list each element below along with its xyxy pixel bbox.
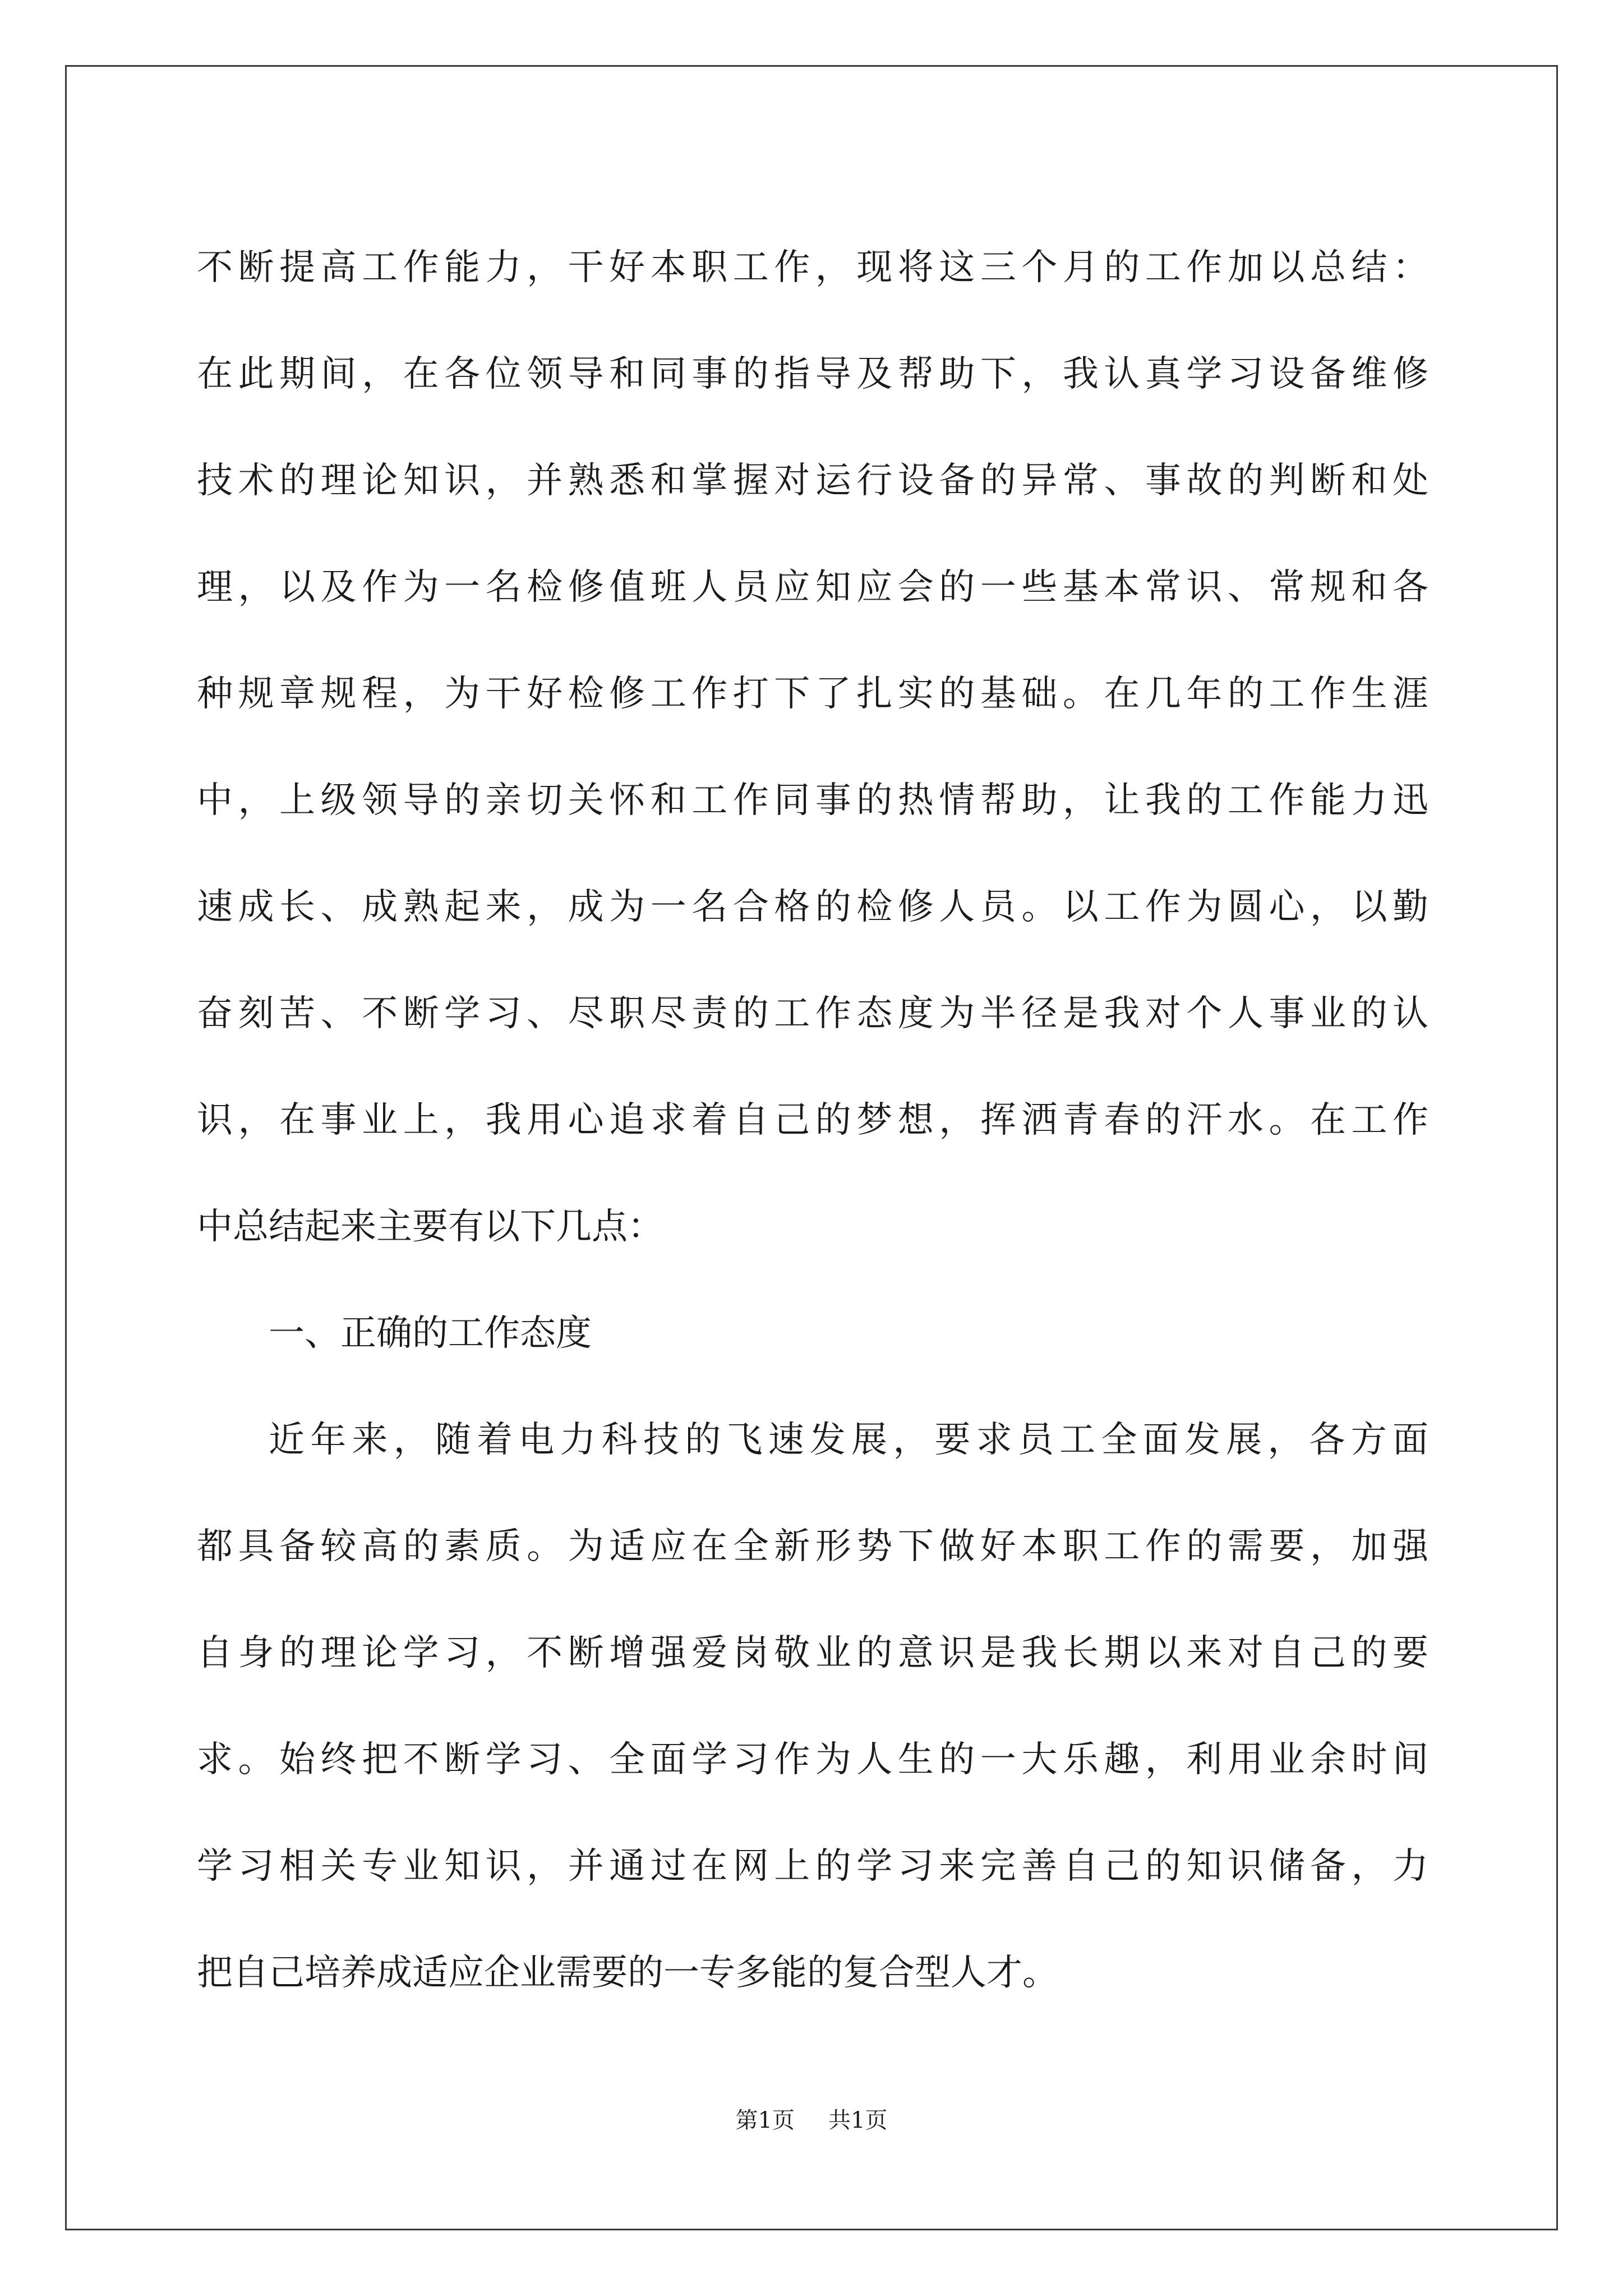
text-line-15: 求。始终把不断学习、全面学习作为人生的一大乐趣，利用业余时间 (197, 1739, 1428, 1780)
text-line-17: 把自己培养成适应企业需要的一专多能的复合型人才。 (197, 1952, 1058, 1994)
text-line-13: 都具备较高的素质。为适应在全新形势下做好本职工作的需要，加强 (197, 1526, 1428, 1567)
text-line-9: 识，在事业上，我用心追求着自己的梦想，挥洒青春的汗水。在工作 (197, 1099, 1428, 1141)
text-line-8: 奋刻苦、不断学习、尽职尽责的工作态度为半径是我对个人事业的认 (197, 993, 1428, 1034)
text-line-12: 近年来，随着电力科技的飞速发展，要求员工全面发展，各方面 (269, 1419, 1428, 1461)
text-line-16: 学习相关专业知识，并通过在网上的学习来完善自己的知识储备，力 (197, 1846, 1428, 1887)
page-footer (0, 2104, 1623, 2137)
page-total: 共1页 (828, 2108, 888, 2133)
text-line-3: 技术的理论知识，并熟悉和掌握对运行设备的异常、事故的判断和处 (197, 460, 1428, 501)
text-line-10: 中总结起来主要有以下几点： (197, 1206, 663, 1248)
section-heading: 一、正确的工作态度 (269, 1313, 592, 1354)
text-line-1: 不断提高工作能力，干好本职工作，现将这三个月的工作加以总结： (197, 247, 1428, 288)
text-line-6: 中，上级领导的亲切关怀和工作同事的热情帮助，让我的工作能力迅 (197, 780, 1428, 821)
text-line-2: 在此期间，在各位领导和同事的指导及帮助下，我认真学习设备维修 (197, 353, 1428, 395)
text-line-4: 理，以及作为一名检修值班人员应知应会的一些基本常识、常规和各 (197, 567, 1428, 608)
text-line-14: 自身的理论学习，不断增强爱岗敬业的意识是我长期以来对自己的要 (197, 1632, 1428, 1674)
text-line-7: 速成长、成熟起来，成为一名合格的检修人员。以工作为圆心，以勤 (197, 886, 1428, 928)
document-body (197, 214, 1428, 2026)
text-line-5: 种规章规程，为干好检修工作打下了扎实的基础。在几年的工作生涯 (197, 673, 1428, 715)
page-number: 第1页 (735, 2108, 795, 2133)
